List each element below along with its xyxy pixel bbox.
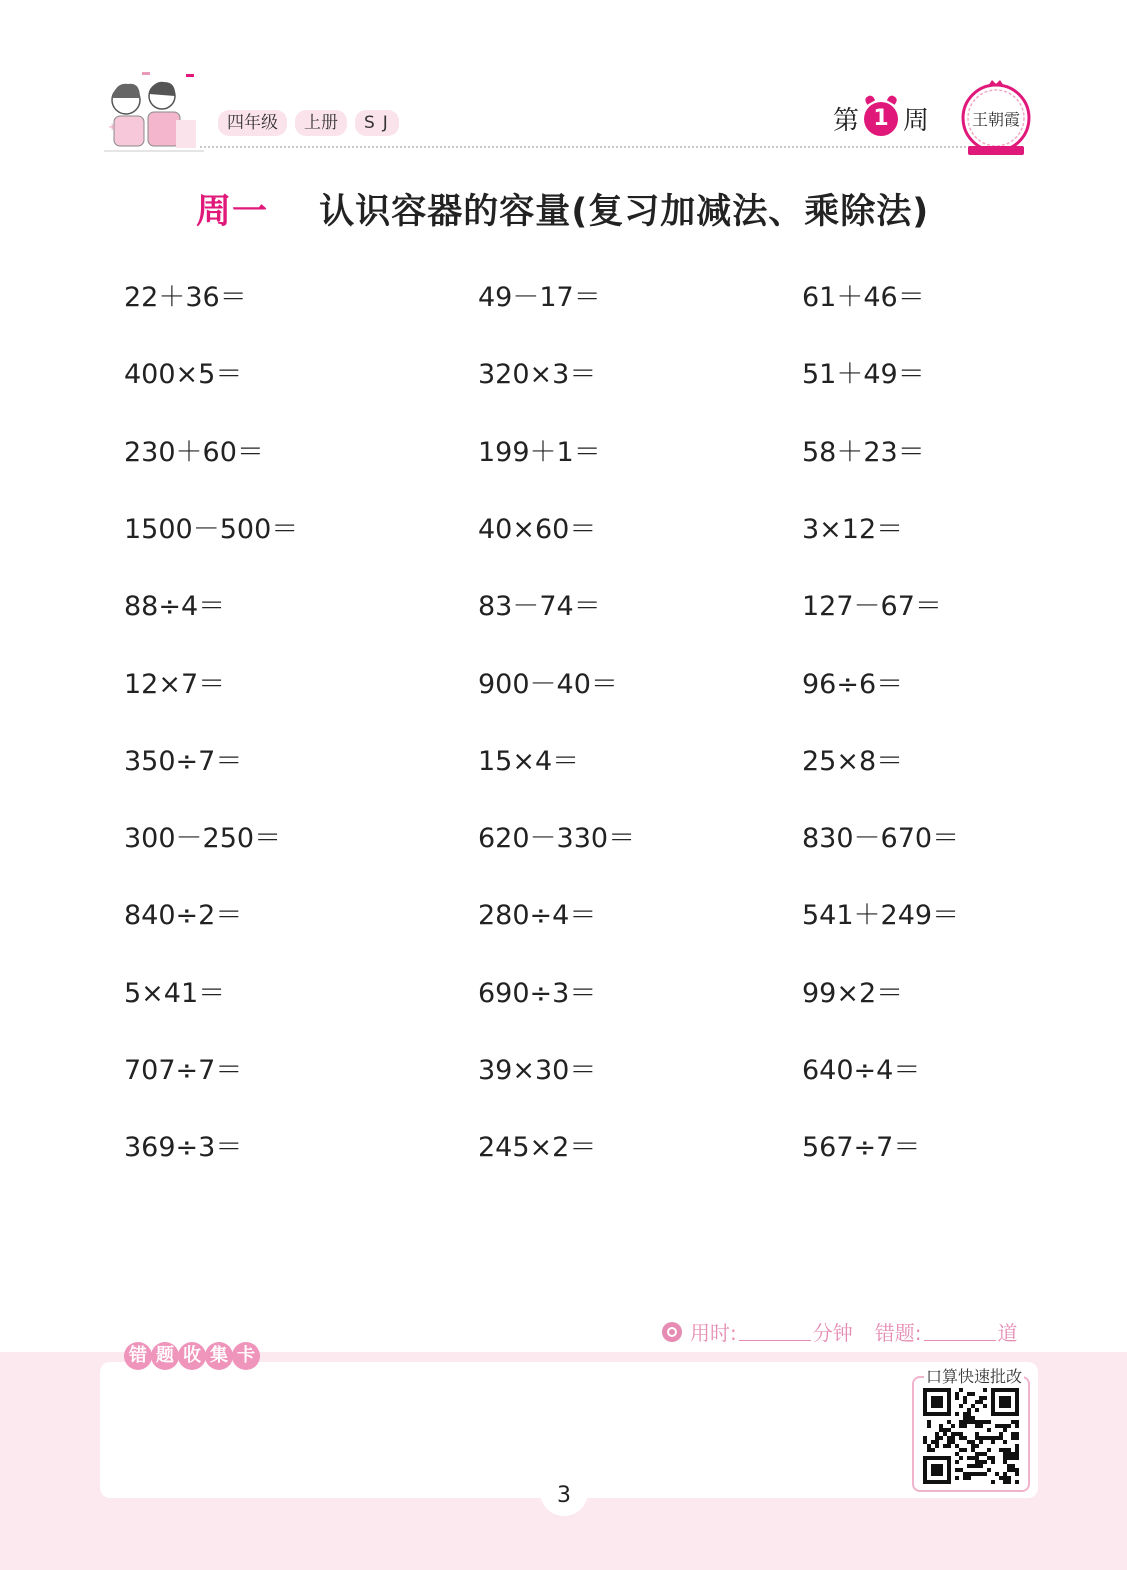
problem-r5-c1: 88÷4＝ <box>124 591 226 623</box>
title-text: 认识容器的容量(复习加减法、乘除法) <box>319 192 930 232</box>
svg-text:+: + <box>108 122 117 133</box>
grade-tags <box>218 110 399 136</box>
problem-r2-c3: 51＋49＝ <box>802 359 925 391</box>
problem-r3-c3: 58＋23＝ <box>802 436 925 468</box>
svg-text:王朝霞: 王朝霞 <box>971 110 1021 129</box>
stopwatch-icon <box>662 1322 682 1342</box>
card-label-char: 收 <box>178 1342 206 1370</box>
edition-tag: SJ <box>355 110 399 136</box>
problem-r8-c3: 830－670＝ <box>802 823 960 855</box>
problem-r8-c2: 620－330＝ <box>478 823 636 855</box>
kids-illustration <box>104 70 204 158</box>
problem-r11-c3: 640÷4＝ <box>802 1055 921 1086</box>
problem-r11-c1: 707÷7＝ <box>124 1055 243 1086</box>
page-title <box>196 184 929 234</box>
problem-r3-c1: 230＋60＝ <box>124 436 264 468</box>
card-label-char: 卡 <box>232 1342 260 1370</box>
header-divider <box>200 146 978 148</box>
problem-r2-c1: 400×5＝ <box>124 359 243 391</box>
problem-r1-c2: 49－17＝ <box>478 282 601 313</box>
week-indicator <box>833 100 929 137</box>
errors-label: 错题: <box>874 1321 922 1345</box>
grade-tag: 四年级 <box>218 110 287 136</box>
problem-r8-c1: 300－250＝ <box>124 823 282 855</box>
time-blank[interactable] <box>739 1322 811 1341</box>
problem-r9-c3: 541＋249＝ <box>802 900 960 932</box>
page-number-tab <box>540 1470 588 1516</box>
time-unit: 分钟 <box>812 1321 853 1345</box>
week-number: 1 <box>873 105 889 131</box>
problem-r4-c1: 1500－500＝ <box>124 513 299 545</box>
problem-r6-c2: 900－40＝ <box>478 668 618 700</box>
problem-r4-c3: 3×12＝ <box>802 513 904 545</box>
card-label-char: 集 <box>205 1342 233 1370</box>
problem-r6-c1: 12×7＝ <box>124 668 226 700</box>
problem-r4-c2: 40×60＝ <box>478 513 597 545</box>
problem-r3-c2: 199＋1＝ <box>478 436 601 468</box>
volume-tag: 上册 <box>295 110 347 136</box>
author-seal-logo <box>958 78 1034 160</box>
problem-r7-c3: 25×8＝ <box>802 745 904 777</box>
page-number: 3 <box>557 1483 571 1508</box>
timer-row <box>662 1317 1018 1346</box>
time-label: 用时: <box>690 1321 737 1345</box>
problem-r6-c3: 96÷6＝ <box>802 668 904 700</box>
problem-r10-c2: 690÷3＝ <box>478 977 597 1009</box>
qr-code-icon[interactable] <box>923 1388 1019 1484</box>
card-label-char: 错 <box>124 1342 152 1370</box>
problem-r10-c3: 99×2＝ <box>802 977 904 1009</box>
title-day: 周一 <box>196 192 269 232</box>
problem-r11-c2: 39×30＝ <box>478 1055 597 1086</box>
alarm-clock-icon <box>864 102 898 136</box>
problem-r1-c3: 61＋46＝ <box>802 282 925 313</box>
problem-r9-c2: 280÷4＝ <box>478 900 597 932</box>
card-label-char: 题 <box>151 1342 179 1370</box>
problem-r7-c2: 15×4＝ <box>478 745 580 777</box>
problem-r12-c3: 567÷7＝ <box>802 1132 921 1164</box>
problem-r9-c1: 840÷2＝ <box>124 900 243 932</box>
qr-caption: 口算快速批改 <box>924 1364 1024 1387</box>
errors-unit: 道 <box>997 1321 1018 1345</box>
problem-r5-c3: 127－67＝ <box>802 591 942 623</box>
week-prefix: 第 <box>833 106 860 136</box>
problem-r1-c1: 22＋36＝ <box>124 282 247 313</box>
problem-r10-c1: 5×41＝ <box>124 977 226 1009</box>
problem-r12-c2: 245×2＝ <box>478 1132 597 1164</box>
week-suffix: 周 <box>903 106 930 136</box>
problem-r12-c1: 369÷3＝ <box>124 1132 243 1164</box>
problem-r2-c2: 320×3＝ <box>478 359 597 391</box>
errors-blank[interactable] <box>924 1322 996 1341</box>
problem-r5-c2: 83－74＝ <box>478 591 601 623</box>
problem-r7-c1: 350÷7＝ <box>124 745 243 777</box>
error-collection-label <box>124 1342 259 1370</box>
